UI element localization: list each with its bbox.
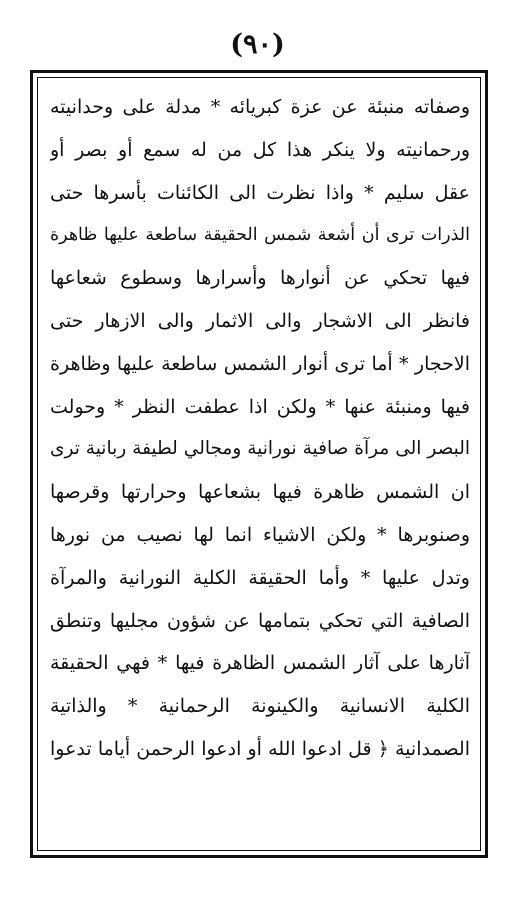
- body-text: [50, 86, 470, 771]
- text-line-8: فيها ومنبئة عنها * ولكن اذا عطفت النظر * وحولت: [50, 395, 470, 418]
- text-line-6: فانظر الى الاشجار والى الاثمار والى الازهار حتى: [50, 309, 470, 332]
- text-line-14: آثارها على آثار الشمس الظاهرة فيها * فهي الحقيقة: [50, 652, 470, 675]
- text-line-11: وصنوبرها * ولكن الاشياء انما لها نصيب من نورها: [50, 523, 470, 546]
- text-line-3: عقل سليم * واذا نظرت الى الكائنات بأسرها حتى: [50, 181, 470, 204]
- page-number: (٩٠): [230, 29, 285, 60]
- text-line-7: الاحجار * أما ترى أنوار الشمس ساطعة عليها وظاهرة: [50, 352, 470, 375]
- text-line-12: وتدل عليها * وأما الحقيقة الكلية النورانية والمرآة: [50, 566, 470, 589]
- text-line-9: البصر الى مرآة صافية نورانية ومجالي لطيفة ربانية ترى: [50, 438, 470, 460]
- text-line-13: الصافية التي تحكي بتمامها عن شؤون مجليها وتنطق: [50, 609, 470, 632]
- text-line-15: الكلية الانسانية والكينونة الرحمانية * والذاتية: [50, 695, 470, 718]
- text-line-5: فيها تحكي عن أنوارها وأسرارها وسطوع شعاعها: [50, 267, 470, 290]
- text-line-4: الذرات ترى أن أشعة شمس الحقيقة ساطعة عليها ظاهرة: [50, 225, 470, 246]
- text-line-16: الصمدانية ﴿ قل ادعوا الله أو ادعوا الرحمن أياما تدعوا: [50, 737, 470, 760]
- text-line-1: وصفاته منبئة عن عزة كبريائه * مدلة على وحدانيته: [50, 96, 470, 118]
- text-line-2: ورحمانيته ولا ينكر هذا كل من له سمع أو بصر أو: [50, 138, 470, 161]
- text-line-10: ان الشمس ظاهرة فيها بشعاعها وحرارتها وقرصها: [50, 481, 470, 504]
